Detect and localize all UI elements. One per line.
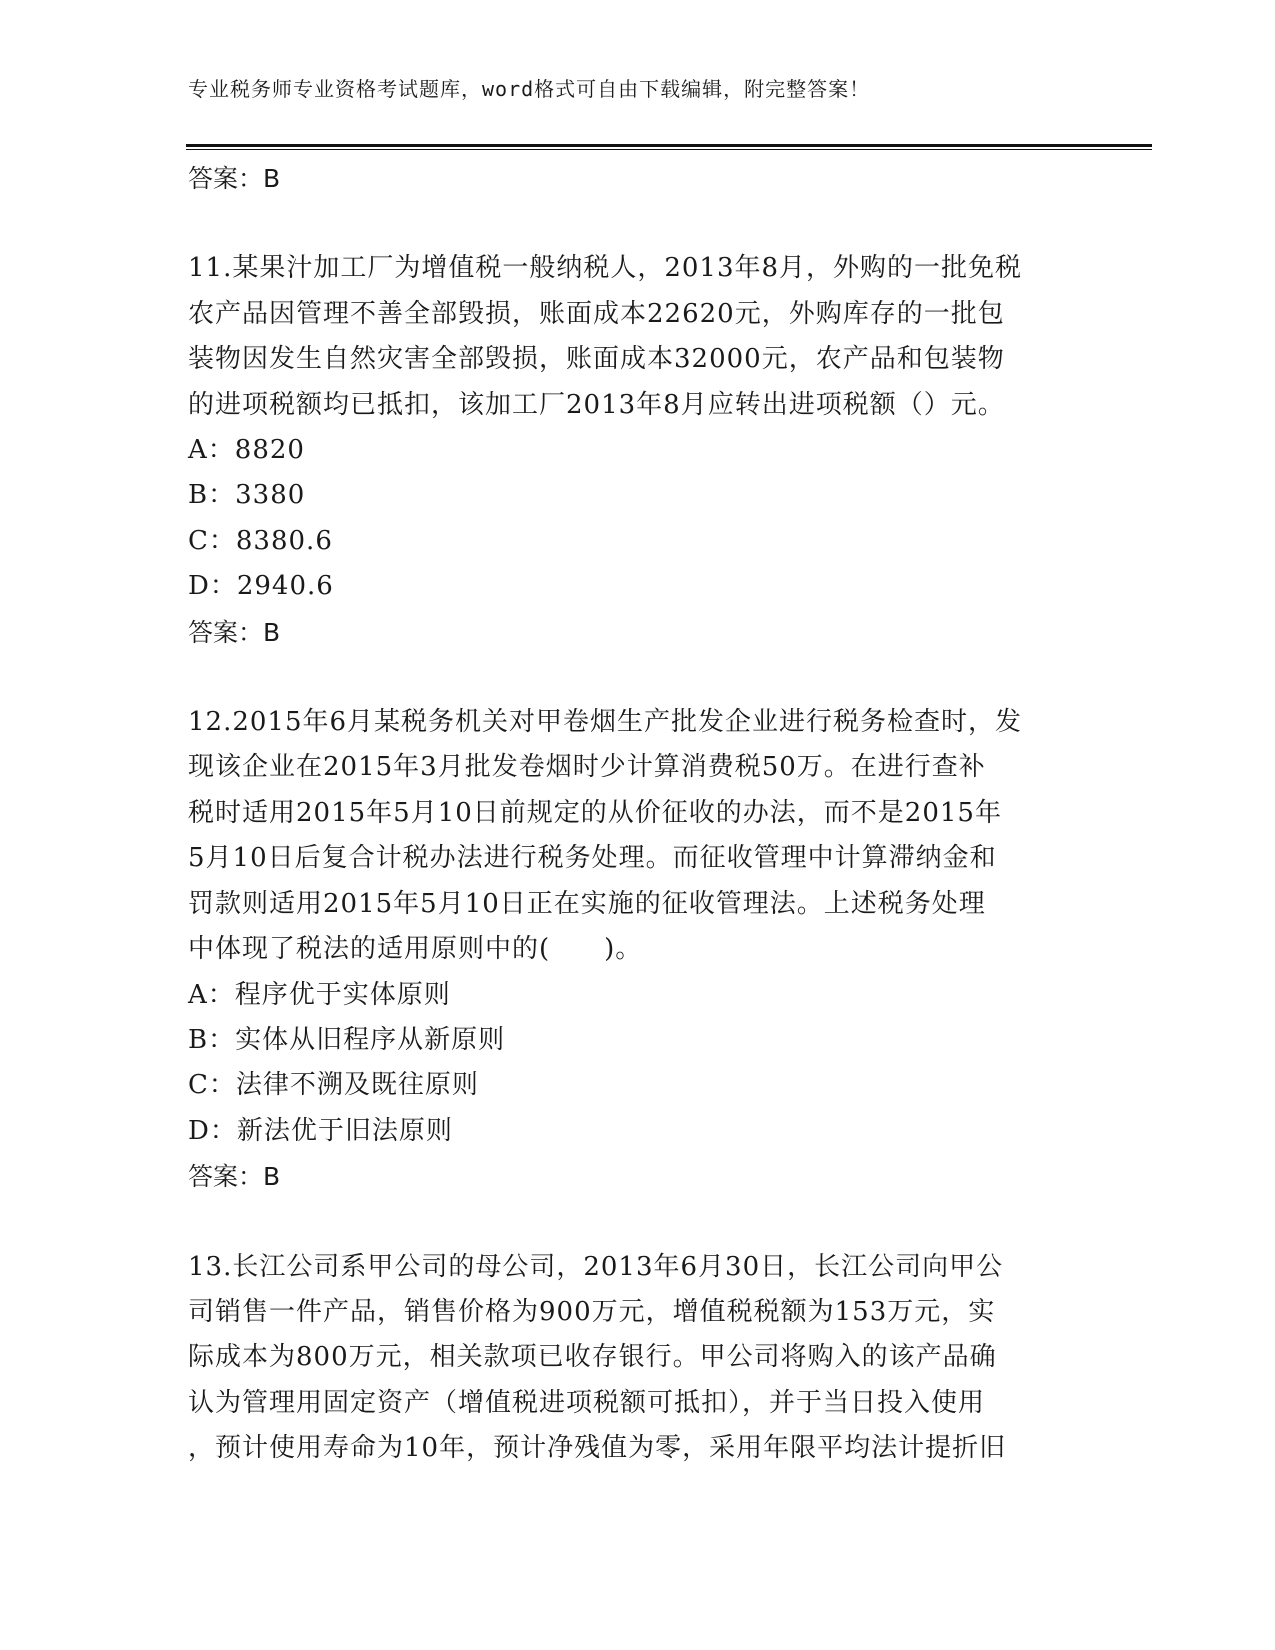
question-line: 的进项税额均已抵扣，该加工厂2013年8月应转出进项税额（）元。 [188, 389, 1005, 420]
option-b: B：3380 [188, 480, 306, 511]
option-c: C：8380.6 [188, 525, 333, 556]
question-line: 5月10日后复合计税办法进行税务处理。而征收管理中计算滞纳金和 [188, 843, 997, 874]
option-d: D：2940.6 [188, 571, 334, 602]
question-line: 装物因发生自然灾害全部毁损，账面成本32000元，农产品和包装物 [188, 344, 1005, 375]
question-11 [188, 246, 1088, 655]
question-line: 13.长江公司系甲公司的母公司，2013年6月30日，长江公司向甲公 [188, 1251, 1004, 1282]
option-c: C：法律不溯及既往原则 [188, 1070, 479, 1101]
question-12 [188, 700, 1088, 1199]
option-a: A：8820 [188, 435, 305, 466]
header-rule [186, 144, 1152, 150]
document-body [188, 156, 1088, 1472]
option-d: D：新法优于旧法原则 [188, 1115, 453, 1146]
answer-line: 答案：B [188, 164, 281, 193]
option-b: B：实体从旧程序从新原则 [188, 1024, 506, 1055]
answer-line: 答案：B [188, 617, 281, 647]
question-line: 农产品因管理不善全部毁损，账面成本22620元，外购库存的一批包 [188, 298, 1005, 329]
question-line: 际成本为800万元，相关款项已收存银行。甲公司将购入的该产品确 [188, 1342, 997, 1373]
question-line: 11.某果汁加工厂为增值税一般纳税人，2013年8月，外购的一批免税 [188, 253, 1023, 284]
question-line: 罚款则适用2015年5月10日正在实施的征收管理法。上述税务处理 [188, 888, 986, 919]
answer-line: 答案：B [188, 1162, 281, 1192]
question-line: 现该企业在2015年3月批发卷烟时少计算消费税50万。在进行查补 [188, 752, 986, 783]
page-header: 专业税务师专业资格考试题库，word格式可自由下载编辑，附完整答案！ [188, 77, 871, 101]
question-line: 认为管理用固定资产（增值税进项税额可抵扣），并于当日投入使用 [188, 1387, 986, 1418]
question-line: 中体现了税法的适用原则中的( )。 [188, 934, 643, 965]
question-line: ，预计使用寿命为10年，预计净残值为零，采用年限平均法计提折旧 [188, 1433, 1007, 1464]
question-line: 12.2015年6月某税务机关对甲卷烟生产批发企业进行税务检查时，发 [188, 707, 1023, 738]
question-13 [188, 1245, 1088, 1472]
option-a: A：程序优于实体原则 [188, 979, 451, 1010]
question-line: 税时适用2015年5月10日前规定的从价征收的办法，而不是2015年 [188, 797, 1002, 828]
question-line: 司销售一件产品，销售价格为900万元，增值税税额为153万元，实 [188, 1296, 996, 1327]
